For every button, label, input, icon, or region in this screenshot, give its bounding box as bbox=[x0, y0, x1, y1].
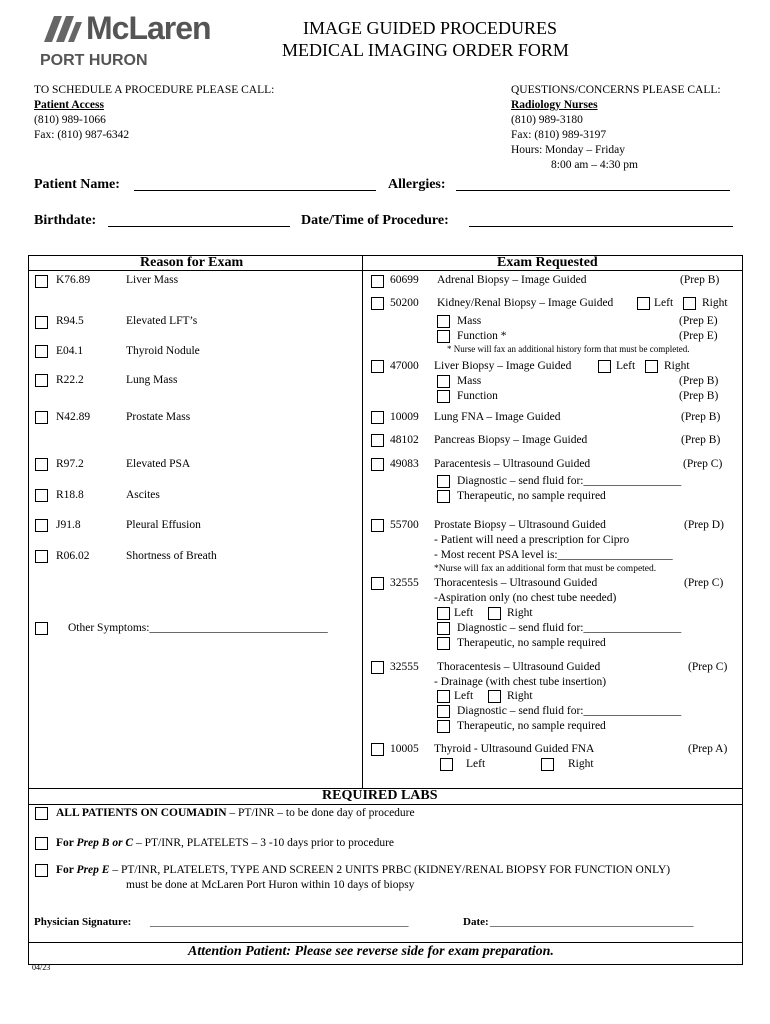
thora-drain-diagnostic-label: Diagnostic – send fluid for:_________________ bbox=[457, 705, 682, 717]
radiology-nurses-phone: (810) 989-3180 bbox=[511, 114, 583, 126]
exam-name: Liver Biopsy – Image Guided bbox=[434, 360, 572, 372]
datetime-field[interactable] bbox=[469, 226, 733, 227]
prep-e-for: For bbox=[56, 864, 77, 876]
prep-bc-checkbox[interactable] bbox=[35, 837, 48, 850]
exam-checkbox-47000[interactable] bbox=[371, 360, 384, 373]
exam-code: 32555 bbox=[390, 577, 419, 589]
exam-header: Exam Requested bbox=[497, 255, 598, 270]
reason-code: E04.1 bbox=[56, 345, 84, 357]
reason-checkbox-e04[interactable] bbox=[35, 345, 48, 358]
coumadin-line bbox=[56, 806, 415, 821]
thora-asp-line1: -Aspiration only (no chest tube needed) bbox=[434, 592, 617, 604]
liver-mass-prep: (Prep B) bbox=[679, 375, 719, 387]
para-therapeutic-checkbox[interactable] bbox=[437, 490, 450, 503]
liver-left-label: Left bbox=[616, 360, 636, 372]
para-therapeutic-label: Therapeutic, no sample required bbox=[457, 490, 606, 502]
kidney-function-checkbox[interactable] bbox=[437, 330, 450, 343]
thora-asp-diagnostic-checkbox[interactable] bbox=[437, 622, 450, 635]
datetime-label: Date/Time of Procedure: bbox=[301, 213, 449, 228]
reason-label: Pleural Effusion bbox=[126, 519, 201, 531]
prep-e-rest: – PT/INR, PLATELETS, TYPE AND SCREEN 2 UNITS PRBC (KIDNEY/RENAL BIOPSY FOR FUNCTION ONLY) bbox=[109, 864, 671, 876]
reason-label: Shortness of Breath bbox=[126, 550, 217, 562]
prep-e-line2: must be done at McLaren Port Huron within 10 days of biopsy bbox=[126, 879, 415, 891]
schedule-heading: TO SCHEDULE A PROCEDURE PLEASE CALL: bbox=[34, 84, 275, 96]
exam-table bbox=[28, 255, 743, 965]
prep-bc-line bbox=[56, 836, 394, 851]
exam-checkbox-48102[interactable] bbox=[371, 434, 384, 447]
reason-label: Elevated LFT’s bbox=[126, 315, 198, 327]
exam-code: 55700 bbox=[390, 519, 419, 531]
questions-heading: QUESTIONS/CONCERNS PLEASE CALL: bbox=[511, 84, 721, 96]
allergies-label: Allergies: bbox=[388, 177, 446, 192]
exam-prep: (Prep B) bbox=[680, 274, 720, 286]
reason-checkbox-r94[interactable] bbox=[35, 316, 48, 329]
thora-asp-left-checkbox[interactable] bbox=[437, 607, 450, 620]
thora-asp-therapeutic-label: Therapeutic, no sample required bbox=[457, 637, 606, 649]
para-diagnostic-label: Diagnostic – send fluid for:_________________ bbox=[457, 475, 682, 487]
logo-brand: McLaren bbox=[86, 10, 211, 46]
exam-name: Thyroid - Ultrasound Guided FNA bbox=[434, 743, 595, 755]
reason-label: Liver Mass bbox=[126, 274, 179, 286]
patient-name-label: Patient Name: bbox=[34, 177, 120, 192]
reason-checkbox-k76[interactable] bbox=[35, 275, 48, 288]
liver-right-checkbox[interactable] bbox=[645, 360, 658, 373]
exam-prep: (Prep C) bbox=[684, 577, 724, 589]
prep-e-line bbox=[56, 863, 670, 878]
coumadin-bold: ALL PATIENTS ON COUMADIN bbox=[56, 807, 227, 819]
thora-drain-line1: - Drainage (with chest tube insertion) bbox=[434, 676, 607, 688]
physician-signature-label: Physician Signature: bbox=[34, 916, 132, 928]
exam-prep: (Prep B) bbox=[681, 434, 721, 446]
signature-date-label: Date: bbox=[463, 916, 489, 928]
reason-checkbox-r97[interactable] bbox=[35, 458, 48, 471]
reason-label: Elevated PSA bbox=[126, 458, 191, 470]
exam-name: Kidney/Renal Biopsy – Image Guided bbox=[437, 297, 614, 309]
reason-header: Reason for Exam bbox=[140, 255, 244, 270]
liver-function-prep: (Prep B) bbox=[679, 390, 719, 402]
kidney-note: * Nurse will fax an additional history form that must be completed. bbox=[447, 344, 690, 354]
exam-code: 10009 bbox=[390, 411, 419, 423]
liver-left-checkbox[interactable] bbox=[598, 360, 611, 373]
prostate-line1: - Patient will need a prescription for Cipro bbox=[434, 534, 630, 546]
exam-code: 49083 bbox=[390, 458, 419, 470]
exam-checkbox-10009[interactable] bbox=[371, 411, 384, 424]
other-symptoms-checkbox[interactable] bbox=[35, 622, 48, 635]
patient-access-label: Patient Access bbox=[34, 99, 104, 111]
prostate-psa-field[interactable]: - Most recent PSA level is:____________________ bbox=[434, 549, 673, 561]
exam-prep: (Prep D) bbox=[684, 519, 724, 531]
reason-label: Prostate Mass bbox=[126, 411, 191, 423]
para-diagnostic-checkbox[interactable] bbox=[437, 475, 450, 488]
prep-bc-for: For bbox=[56, 837, 77, 849]
exam-prep: (Prep C) bbox=[683, 458, 723, 470]
thora-asp-left-label: Left bbox=[454, 607, 474, 619]
thora-drain-therapeutic-checkbox[interactable] bbox=[437, 720, 450, 733]
thyroid-right-checkbox[interactable] bbox=[541, 758, 554, 771]
logo-sub: PORT HURON bbox=[40, 52, 148, 69]
kidney-left-checkbox[interactable] bbox=[637, 297, 650, 310]
hours-label: Hours: Monday – Friday bbox=[511, 144, 626, 156]
liver-function-label: Function bbox=[457, 390, 498, 402]
reason-code: K76.89 bbox=[56, 274, 91, 286]
reason-code: N42.89 bbox=[56, 411, 91, 423]
reason-code: R06.02 bbox=[56, 550, 90, 562]
reason-label: Lung Mass bbox=[126, 374, 178, 386]
kidney-function-prep: (Prep E) bbox=[679, 330, 718, 342]
patient-access-fax: Fax: (810) 987-6342 bbox=[34, 129, 130, 141]
liver-mass-checkbox[interactable] bbox=[437, 375, 450, 388]
thora-drain-therapeutic-label: Therapeutic, no sample required bbox=[457, 720, 606, 732]
radiology-nurses-label: Radiology Nurses bbox=[511, 99, 598, 111]
kidney-right-checkbox[interactable] bbox=[683, 297, 696, 310]
attention-divider bbox=[28, 942, 742, 943]
reason-checkbox-r18[interactable] bbox=[35, 489, 48, 502]
exam-name: Thoracentesis – Ultrasound Guided bbox=[434, 577, 598, 589]
exam-name: Lung FNA – Image Guided bbox=[434, 411, 561, 423]
other-symptoms-field[interactable]: Other Symptoms:_______________________________ bbox=[68, 622, 328, 634]
kidney-function-label: Function * bbox=[457, 330, 507, 342]
exam-name: Paracentesis – Ultrasound Guided bbox=[434, 458, 591, 470]
exam-name: Pancreas Biopsy – Image Guided bbox=[434, 434, 588, 446]
thora-asp-right-label: Right bbox=[507, 607, 533, 619]
thora-asp-diagnostic-label: Diagnostic – send fluid for:_________________ bbox=[457, 622, 682, 634]
exam-code: 32555 bbox=[390, 661, 419, 673]
exam-code: 10005 bbox=[390, 743, 419, 755]
kidney-mass-label: Mass bbox=[457, 315, 482, 327]
mclaren-mark-icon bbox=[42, 12, 82, 44]
exam-prep: (Prep C) bbox=[688, 661, 728, 673]
liver-function-checkbox[interactable] bbox=[437, 390, 450, 403]
physician-signature-field[interactable]: _______________________________________________ bbox=[150, 916, 409, 928]
reason-checkbox-n42[interactable] bbox=[35, 411, 48, 424]
contact-right bbox=[511, 83, 721, 173]
kidney-right-label: Right bbox=[702, 297, 728, 309]
coumadin-rest: – PT/INR – to be done day of procedure bbox=[226, 807, 415, 819]
exam-name: Thoracentesis – Ultrasound Guided bbox=[437, 661, 601, 673]
required-labs-header: REQUIRED LABS bbox=[322, 788, 438, 803]
exam-name: Prostate Biopsy – Ultrasound Guided bbox=[434, 519, 606, 531]
exam-checkbox-32555-drainage[interactable] bbox=[371, 661, 384, 674]
thora-drain-right-checkbox[interactable] bbox=[488, 690, 501, 703]
thyroid-left-checkbox[interactable] bbox=[440, 758, 453, 771]
exam-checkbox-32555-aspiration[interactable] bbox=[371, 577, 384, 590]
birthdate-label: Birthdate: bbox=[34, 213, 97, 228]
allergies-field[interactable] bbox=[456, 190, 730, 191]
signature-date-field[interactable]: _____________________________________ bbox=[490, 916, 694, 928]
exam-checkbox-60699[interactable] bbox=[371, 275, 384, 288]
patient-name-field[interactable] bbox=[134, 190, 376, 191]
thora-asp-therapeutic-checkbox[interactable] bbox=[437, 637, 450, 650]
exam-code: 50200 bbox=[390, 297, 419, 309]
exam-checkbox-10005[interactable] bbox=[371, 743, 384, 756]
exam-prep: (Prep A) bbox=[688, 743, 728, 755]
thora-asp-right-checkbox[interactable] bbox=[488, 607, 501, 620]
radiology-nurses-fax: Fax: (810) 989-3197 bbox=[511, 129, 607, 141]
prostate-note: *Nurse will fax an additional form that must be competed. bbox=[434, 564, 657, 574]
form-title-line1: IMAGE GUIDED PROCEDURES bbox=[303, 18, 558, 38]
prep-e-checkbox[interactable] bbox=[35, 864, 48, 877]
thora-drain-left-checkbox[interactable] bbox=[437, 690, 450, 703]
reason-code: R18.8 bbox=[56, 489, 84, 501]
table-header-divider bbox=[28, 270, 742, 271]
patient-access-phone: (810) 989-1066 bbox=[34, 114, 106, 126]
form-revision-code: 04/23 bbox=[32, 963, 51, 972]
labs-header-divider bbox=[28, 804, 742, 805]
exam-code: 60699 bbox=[390, 274, 419, 286]
reason-label: Thyroid Nodule bbox=[126, 345, 200, 357]
reason-code: R97.2 bbox=[56, 458, 84, 470]
thora-drain-left-label: Left bbox=[454, 690, 474, 702]
prep-e-bold: Prep E bbox=[76, 864, 110, 876]
reason-checkbox-j91[interactable] bbox=[35, 519, 48, 532]
exam-checkbox-55700[interactable] bbox=[371, 519, 384, 532]
liver-mass-label: Mass bbox=[457, 375, 482, 387]
reason-label: Ascites bbox=[126, 489, 160, 501]
exam-code: 48102 bbox=[390, 434, 419, 446]
kidney-mass-checkbox[interactable] bbox=[437, 315, 450, 328]
kidney-mass-prep: (Prep E) bbox=[679, 315, 718, 327]
prep-bc-rest: – PT/INR, PLATELETS – 3 -10 days prior to procedure bbox=[133, 837, 395, 849]
exam-code: 47000 bbox=[390, 360, 419, 372]
reason-code: R94.5 bbox=[56, 315, 84, 327]
exam-name: Adrenal Biopsy – Image Guided bbox=[437, 274, 587, 286]
reason-checkbox-r22[interactable] bbox=[35, 374, 48, 387]
attention-patient-text: Attention Patient: Please see reverse side for exam preparation. bbox=[188, 944, 554, 959]
birthdate-field[interactable] bbox=[108, 226, 290, 227]
thyroid-right-label: Right bbox=[568, 758, 594, 770]
kidney-left-label: Left bbox=[654, 297, 674, 309]
mclaren-logo bbox=[40, 10, 230, 72]
reason-code: R22.2 bbox=[56, 374, 84, 386]
exam-checkbox-49083[interactable] bbox=[371, 458, 384, 471]
exam-prep: (Prep B) bbox=[681, 411, 721, 423]
thyroid-left-label: Left bbox=[466, 758, 486, 770]
form-title-line2: MEDICAL IMAGING ORDER FORM bbox=[282, 40, 569, 60]
thora-drain-diagnostic-checkbox[interactable] bbox=[437, 705, 450, 718]
exam-checkbox-50200[interactable] bbox=[371, 297, 384, 310]
reason-code: J91.8 bbox=[56, 519, 81, 531]
thora-drain-right-label: Right bbox=[507, 690, 533, 702]
reason-checkbox-r06[interactable] bbox=[35, 550, 48, 563]
contact-left bbox=[34, 83, 274, 143]
prep-bc-bold: Prep B or C bbox=[76, 837, 134, 849]
liver-right-label: Right bbox=[664, 360, 690, 372]
hours-time: 8:00 am – 4:30 pm bbox=[551, 159, 638, 171]
coumadin-checkbox[interactable] bbox=[35, 807, 48, 820]
column-divider bbox=[362, 255, 363, 788]
